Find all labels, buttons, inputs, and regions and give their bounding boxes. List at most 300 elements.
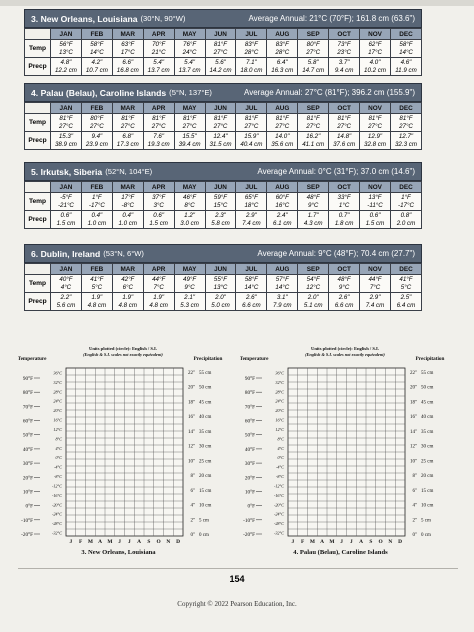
precipitation-inch-tick: 22" xyxy=(409,371,417,376)
temperature-c-tick: 36°C xyxy=(275,370,284,376)
precip-si-value: 5.0 cm xyxy=(211,301,230,309)
precip-si-value: 1.8 cm xyxy=(334,219,354,227)
temp-si-value: 4°C xyxy=(60,283,72,291)
temp-si-value: -21°C xyxy=(58,201,74,209)
precipitation-inch-tick: 16" xyxy=(187,415,195,421)
precip-cell xyxy=(390,132,421,150)
precipitation-cm-tick: 55 cm xyxy=(199,371,212,376)
station-coordinates: (53°N, 6°W) xyxy=(103,249,144,258)
precip-cell xyxy=(143,132,174,150)
precip-cell xyxy=(267,132,298,150)
climate-table xyxy=(24,102,422,150)
temp-si-value: -8°C xyxy=(121,201,134,209)
precip-si-value: 6.6 cm xyxy=(242,301,261,309)
precip-cell xyxy=(112,132,143,150)
precipitation-inch-tick: 18" xyxy=(187,400,195,406)
month-letter: J xyxy=(291,539,295,545)
precip-si-value: 1.0 cm xyxy=(87,219,107,227)
temp-english-value: 58°F xyxy=(244,275,258,283)
precip-english-value: 2.9" xyxy=(369,293,381,301)
precip-english-value: 0.6" xyxy=(369,211,381,219)
precip-cell xyxy=(174,293,205,311)
temp-cell xyxy=(267,193,298,211)
temp-english-value: 54°F xyxy=(306,275,320,283)
temperature-f-tick: 90°F xyxy=(244,376,255,382)
station-number: 5. xyxy=(31,166,39,177)
temp-english-value: 81°F xyxy=(399,114,413,122)
row-label: Temp xyxy=(25,40,51,58)
precipitation-cm-tick: 30 cm xyxy=(199,444,212,450)
station-name: Dublin, Ireland xyxy=(40,248,101,259)
temp-cell xyxy=(236,193,267,211)
temp-cell xyxy=(390,40,421,58)
temp-si-value: 27°C xyxy=(306,48,321,56)
temperature-f-tick: 20°F xyxy=(244,475,255,482)
precip-si-value: 1.5 cm xyxy=(365,219,385,227)
temp-si-value: 17°C xyxy=(368,48,382,56)
precip-si-value: 6.6 cm xyxy=(334,301,354,309)
precip-english-value: 2.9" xyxy=(245,211,257,219)
table-row-precip xyxy=(25,293,422,311)
precip-cell xyxy=(143,211,174,229)
precip-english-value: 2.4" xyxy=(276,211,288,219)
precip-si-value: 32.3 cm xyxy=(394,140,417,148)
temperature-c-tick: -24°C xyxy=(273,511,284,517)
units-note: Units plotted (circle): English / S.I. xyxy=(89,346,157,351)
temp-english-value: 44°F xyxy=(368,275,382,283)
precipitation-cm-tick: 0 cm xyxy=(421,533,431,538)
month-letter: F xyxy=(78,539,83,545)
precipitation-cm-tick: 35 cm xyxy=(421,429,434,435)
station-block-dublin xyxy=(24,244,422,311)
temperature-c-tick: -4°C xyxy=(276,464,284,470)
station-name: Irkutsk, Siberia xyxy=(40,166,103,177)
graph-caption: 3. New Orleans, Louisiana xyxy=(81,549,156,556)
precip-cell xyxy=(267,211,298,229)
station-coordinates: (30°N, 90°W) xyxy=(140,14,186,23)
precip-si-value: 39.4 cm xyxy=(178,140,201,148)
units-note-scale: (English & S.I. scales not exactly equivalent) xyxy=(305,352,385,357)
temperature-c-tick: -8°C xyxy=(276,474,284,480)
precip-english-value: 15.3" xyxy=(58,132,74,140)
temperature-f-tick: 10°F xyxy=(22,489,33,496)
temp-cell xyxy=(81,40,112,58)
temp-cell xyxy=(298,275,329,293)
month-header: MAY xyxy=(174,29,205,40)
precip-english-value: 1.9" xyxy=(122,293,134,301)
temp-english-value: 46°F xyxy=(183,193,197,201)
temp-english-value: 49°F xyxy=(183,275,197,283)
precipitation-cm-tick: 40 cm xyxy=(199,415,212,421)
precipitation-cm-tick: 20 cm xyxy=(199,474,212,480)
month-header: DEC xyxy=(390,29,421,40)
temperature-c-tick: -8°C xyxy=(54,474,62,480)
month-header: APR xyxy=(143,264,174,275)
station-block-irkutsk xyxy=(24,162,422,229)
temp-si-value: -17°C xyxy=(398,201,414,209)
temp-cell xyxy=(51,275,82,293)
temp-si-value: 27°C xyxy=(213,122,228,130)
precip-english-value: 14.8" xyxy=(336,132,352,140)
temp-cell xyxy=(112,193,143,211)
month-header: SEP xyxy=(298,264,329,275)
temp-si-value: -11°C xyxy=(367,201,383,209)
month-letter: O xyxy=(156,539,161,545)
station-coordinates: (52°N, 104°E) xyxy=(105,167,153,176)
station-number: 3. xyxy=(31,13,39,24)
month-letter: A xyxy=(359,539,364,545)
temperature-c-tick: 24°C xyxy=(53,398,62,404)
units-note: Units plotted (circle): English / S.I. xyxy=(311,346,379,351)
precip-si-value: 4.8 cm xyxy=(149,301,168,309)
precipitation-inch-tick: 20" xyxy=(187,385,195,391)
temp-english-value: 57°F xyxy=(275,275,289,283)
month-header: NOV xyxy=(360,103,391,114)
temp-si-value: 27°C xyxy=(399,122,413,130)
month-header: MAY xyxy=(174,264,205,275)
precip-si-value: 16.3 cm xyxy=(271,66,294,74)
climate-table xyxy=(24,181,422,229)
temperature-c-tick: -20°C xyxy=(273,502,284,508)
temp-si-value: 5°C xyxy=(91,283,103,291)
precipitation-inch-tick: 2" xyxy=(190,518,195,524)
temp-si-value: 18°C xyxy=(244,201,259,209)
temp-english-value: 81°F xyxy=(213,114,228,122)
month-letter: M xyxy=(107,539,113,545)
temp-english-value: 83°F xyxy=(275,40,289,48)
temperature-f-tick: -20°F xyxy=(243,532,255,538)
precip-cell xyxy=(174,58,205,76)
temp-english-value: 58°F xyxy=(90,40,104,48)
station-block-new-orleans xyxy=(24,9,422,76)
station-number: 6. xyxy=(31,248,39,259)
temp-english-value: 81°F xyxy=(244,114,258,122)
precip-english-value: 0.6" xyxy=(60,211,72,219)
precip-english-value: 6.6" xyxy=(122,58,134,66)
temp-si-value: 9°C xyxy=(308,201,319,209)
temperature-c-tick: 20°C xyxy=(275,408,284,414)
temp-english-value: 44°F xyxy=(152,275,166,283)
temp-si-value: 1°C xyxy=(338,201,350,209)
precipitation-inch-tick: 0" xyxy=(412,533,417,538)
precip-cell xyxy=(51,58,82,76)
temp-english-value: 42°F xyxy=(121,275,135,283)
station-block-palau xyxy=(24,83,422,150)
precip-cell xyxy=(298,211,329,229)
temperature-c-tick: 8°C xyxy=(277,436,284,442)
month-header: SEP xyxy=(298,29,329,40)
precip-english-value: 2.1" xyxy=(184,293,195,301)
temperature-f-tick: 30°F xyxy=(22,461,33,468)
precip-si-value: 32.8 cm xyxy=(364,140,387,148)
month-header: MAR xyxy=(112,182,143,193)
precipitation-inch-tick: 16" xyxy=(409,415,417,421)
precip-cell xyxy=(267,58,298,76)
precip-cell xyxy=(205,211,236,229)
graph-caption: 4. Palau (Belau), Caroline Islands xyxy=(293,549,388,556)
copyright-notice: Copyright © 2022 Pearson Education, Inc. xyxy=(177,600,297,608)
precipitation-cm-tick: 15 cm xyxy=(421,488,434,494)
temp-english-value: 13°F xyxy=(368,193,382,201)
precipitation-inch-tick: 6" xyxy=(190,488,195,494)
temp-cell xyxy=(81,275,112,293)
row-label: Precp xyxy=(25,132,51,150)
precip-si-value: 18.0 cm xyxy=(240,66,263,74)
month-header: MAY xyxy=(174,182,205,193)
temp-si-value: 3°C xyxy=(153,201,164,209)
temp-si-value: -17°C xyxy=(88,201,105,209)
temperature-c-tick: 8°C xyxy=(55,436,62,442)
month-header: JUN xyxy=(205,103,236,114)
table-corner xyxy=(25,182,51,193)
month-header: AUG xyxy=(267,182,298,193)
precip-cell xyxy=(236,211,267,229)
temp-cell xyxy=(174,193,205,211)
temp-english-value: 17°F xyxy=(121,193,135,201)
temp-english-value: 60°F xyxy=(275,193,289,201)
temp-si-value: 17°C xyxy=(120,48,135,56)
temperature-c-tick: 16°C xyxy=(275,417,284,423)
precip-si-value: 13.7 cm xyxy=(178,66,201,74)
temperature-f-tick: -10°F xyxy=(21,517,33,524)
temp-cell xyxy=(390,114,421,132)
month-header: JAN xyxy=(51,182,82,193)
temp-english-value: 37°F xyxy=(152,193,166,201)
precip-si-value: 10.2 cm xyxy=(364,66,387,74)
precip-english-value: 0.8" xyxy=(400,211,412,219)
precipitation-cm-tick: 15 cm xyxy=(199,488,212,494)
precip-cell xyxy=(81,132,112,150)
temp-si-value: 24°C xyxy=(182,48,197,56)
precip-si-value: 14.2 cm xyxy=(209,66,232,74)
temp-english-value: 58°F xyxy=(399,40,413,48)
temperature-f-tick: 0°F xyxy=(25,503,33,510)
temperature-c-tick: -16°C xyxy=(273,492,284,498)
temp-english-value: 40°F xyxy=(59,275,73,283)
month-header: NOV xyxy=(360,29,391,40)
month-header: APR xyxy=(143,182,174,193)
table-row-precip xyxy=(25,211,422,229)
precipitation-inch-tick: 2" xyxy=(412,518,417,524)
month-letter: S xyxy=(369,539,373,545)
station-number: 4. xyxy=(31,87,39,98)
precip-english-value: 14.0" xyxy=(275,132,290,140)
precip-si-value: 5.3 cm xyxy=(180,301,199,309)
precip-english-value: 9.4" xyxy=(91,132,103,140)
precip-si-value: 1.5 cm xyxy=(149,219,168,227)
precipitation-cm-tick: 30 cm xyxy=(421,444,434,450)
temp-english-value: 81°F xyxy=(213,40,228,48)
precip-cell xyxy=(51,293,82,311)
temperature-c-tick: -12°C xyxy=(51,483,62,489)
precip-si-value: 7.4 cm xyxy=(242,219,261,227)
month-letter: M xyxy=(309,539,315,545)
precip-cell xyxy=(329,58,360,76)
precip-english-value: 0.4" xyxy=(91,211,103,219)
month-letter: J xyxy=(128,539,131,545)
month-letter: J xyxy=(340,539,343,545)
precip-english-value: 2.0" xyxy=(307,293,319,301)
precip-si-value: 38.9 cm xyxy=(54,140,77,148)
month-letter: O xyxy=(378,539,383,545)
precip-cell xyxy=(329,211,360,229)
precipitation-axis-header: Precipitation xyxy=(193,356,223,362)
station-name: New Orleans, Louisiana xyxy=(40,13,138,24)
precip-english-value: 4.0" xyxy=(369,58,381,66)
temp-si-value: 14°C xyxy=(399,48,413,56)
temp-cell xyxy=(298,40,329,58)
temp-english-value: 48°F xyxy=(337,275,351,283)
precip-english-value: 4.2" xyxy=(91,58,103,66)
temp-english-value: 81°F xyxy=(152,114,166,122)
precip-english-value: 2.2" xyxy=(60,293,72,301)
precip-english-value: 4.8" xyxy=(60,58,72,66)
precip-cell xyxy=(236,293,267,311)
precip-si-value: 1.5 cm xyxy=(56,219,76,227)
temp-cell xyxy=(51,40,82,58)
temperature-f-tick: 60°F xyxy=(22,418,33,425)
month-header: FEB xyxy=(81,182,112,193)
precipitation-cm-tick: 55 cm xyxy=(421,371,434,376)
precip-english-value: 1.2" xyxy=(184,211,195,219)
temperature-axis-header: Temperature xyxy=(18,356,47,362)
precip-cell xyxy=(81,293,112,311)
temp-english-value: 63°F xyxy=(121,40,135,48)
precip-si-value: 19.3 cm xyxy=(147,140,170,148)
temperature-c-tick: 36°C xyxy=(53,370,62,376)
temp-si-value: 9°C xyxy=(184,283,195,291)
temp-si-value: 27°C xyxy=(306,122,321,130)
temp-cell xyxy=(360,40,391,58)
climograph-new-orleans xyxy=(18,344,228,564)
precip-cell xyxy=(174,211,205,229)
temp-si-value: 27°C xyxy=(368,122,382,130)
precip-si-value: 11.9 cm xyxy=(395,66,417,74)
temperature-f-tick: 30°F xyxy=(244,461,255,468)
month-header: AUG xyxy=(267,103,298,114)
precip-si-value: 41.1 cm xyxy=(302,140,325,148)
temp-english-value: 56°F xyxy=(59,40,73,48)
temperature-c-tick: -32°C xyxy=(51,530,62,536)
temp-cell xyxy=(360,114,391,132)
precip-english-value: 3.1" xyxy=(276,293,288,301)
temp-si-value: 27°C xyxy=(182,122,197,130)
precipitation-cm-tick: 5 cm xyxy=(199,518,209,524)
precip-si-value: 6.4 cm xyxy=(396,301,416,309)
precipitation-cm-tick: 50 cm xyxy=(421,385,434,391)
precip-si-value: 6.1 cm xyxy=(273,219,292,227)
temp-si-value: 27°C xyxy=(213,48,228,56)
temp-english-value: 65°F xyxy=(244,193,258,201)
temp-si-value: 28°C xyxy=(244,48,259,56)
temp-cell xyxy=(390,193,421,211)
station-annual-average: Average Annual: 21°C (70°F); 161.8 cm (63.6") xyxy=(248,14,415,23)
temp-cell xyxy=(112,40,143,58)
temp-cell xyxy=(390,275,421,293)
temp-cell xyxy=(329,40,360,58)
station-name: Palau (Belau), Caroline Islands xyxy=(40,87,167,98)
station-title-bar xyxy=(24,83,422,102)
precipitation-cm-tick: 10 cm xyxy=(199,503,212,509)
temperature-c-tick: -24°C xyxy=(51,511,62,517)
temperature-f-tick: 0°F xyxy=(247,503,255,510)
precip-english-value: 15.5" xyxy=(182,132,197,140)
temperature-c-tick: -28°C xyxy=(51,521,62,527)
table-row-temp xyxy=(25,275,422,293)
month-header: APR xyxy=(143,103,174,114)
temp-english-value: -5°F xyxy=(60,193,72,201)
precip-english-value: 2.0" xyxy=(215,293,226,301)
precip-english-value: 7.6" xyxy=(153,132,165,140)
month-header: DEC xyxy=(390,182,421,193)
month-letter: N xyxy=(166,539,171,545)
temperature-c-tick: 28°C xyxy=(275,389,284,395)
precip-si-value: 4.8 cm xyxy=(87,301,107,309)
temp-si-value: 9°C xyxy=(338,283,350,291)
temp-si-value: 27°C xyxy=(151,122,166,130)
month-letter: N xyxy=(388,539,393,545)
temp-cell xyxy=(329,193,360,211)
precip-english-value: 0.7" xyxy=(338,211,350,219)
precipitation-inch-tick: 12" xyxy=(187,444,195,450)
precipitation-cm-tick: 45 cm xyxy=(421,400,434,406)
month-letter: S xyxy=(147,539,151,545)
temp-english-value: 81°F xyxy=(337,114,351,122)
precip-cell xyxy=(51,211,82,229)
temp-cell xyxy=(205,40,236,58)
precip-cell xyxy=(112,211,143,229)
precipitation-cm-tick: 40 cm xyxy=(421,415,434,421)
temperature-c-tick: 4°C xyxy=(277,445,284,451)
temp-english-value: 62°F xyxy=(368,40,382,48)
temp-english-value: 33°F xyxy=(337,193,351,201)
precip-cell xyxy=(205,132,236,150)
month-letter: A xyxy=(137,539,142,545)
table-row-temp xyxy=(25,114,422,132)
month-header: JAN xyxy=(51,264,82,275)
temperature-f-tick: 60°F xyxy=(244,418,255,425)
month-header: MAR xyxy=(112,29,143,40)
precipitation-inch-tick: 20" xyxy=(409,385,417,391)
precip-english-value: 1.9" xyxy=(153,293,165,301)
temp-cell xyxy=(81,193,112,211)
temp-english-value: 81°F xyxy=(368,114,382,122)
temperature-c-tick: 32°C xyxy=(53,379,62,385)
temperature-c-tick: -12°C xyxy=(273,483,284,489)
temp-cell xyxy=(267,114,298,132)
temp-si-value: 23°C xyxy=(337,48,352,56)
precip-english-value: 12.4" xyxy=(213,132,228,140)
station-title-bar xyxy=(24,244,422,263)
temp-cell xyxy=(112,114,143,132)
page-top-edge xyxy=(0,0,474,6)
month-letter: M xyxy=(329,539,335,545)
temp-si-value: 12°C xyxy=(306,283,321,291)
temp-si-value: 27°C xyxy=(89,122,104,130)
precip-english-value: 3.7" xyxy=(338,58,350,66)
precip-si-value: 9.4 cm xyxy=(334,66,354,74)
precip-si-value: 7.4 cm xyxy=(365,301,385,309)
month-header: JUL xyxy=(236,103,267,114)
precip-cell xyxy=(51,132,82,150)
precip-cell xyxy=(267,293,298,311)
temperature-c-tick: 24°C xyxy=(275,398,284,404)
table-corner xyxy=(25,264,51,275)
temp-english-value: 80°F xyxy=(90,114,104,122)
precip-cell xyxy=(360,293,391,311)
precip-si-value: 1.0 cm xyxy=(118,219,138,227)
precip-si-value: 3.0 cm xyxy=(180,219,199,227)
